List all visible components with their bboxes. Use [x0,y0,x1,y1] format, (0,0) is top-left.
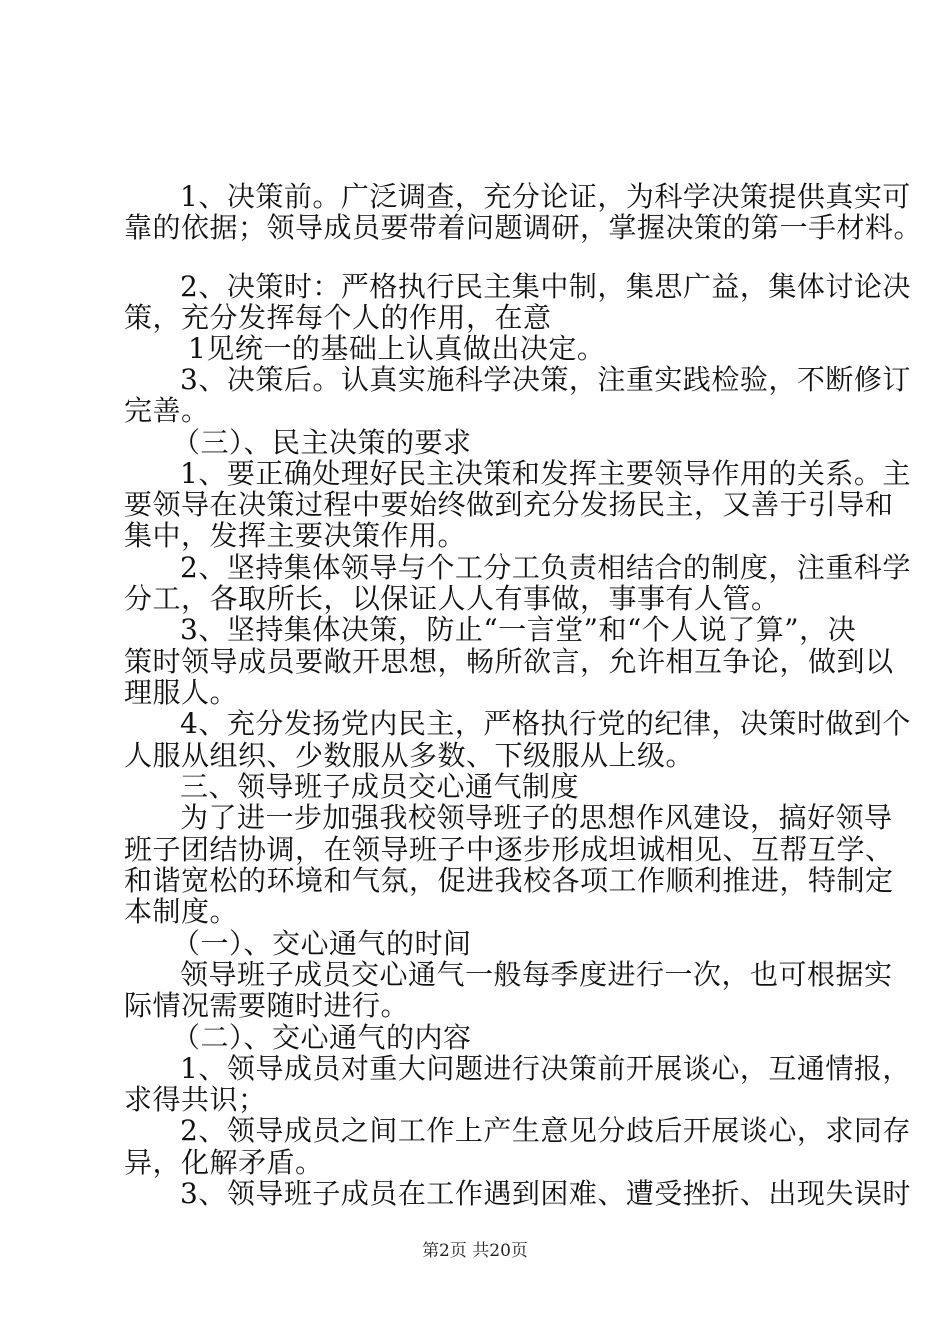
text-line: 2、领导成员之间工作上产生意见分歧后开展谈心，求同存 [180,1114,911,1147]
text-line: 1见统一的基础上认真做出决定。 [188,332,606,365]
text-line: 完善。 [124,394,210,427]
text-line: 策，充分发挥每个人的作用，在意 [124,301,552,334]
text-line: 靠的依据；领导成员要带着问题调研，掌握决策的第一手材料。 [124,211,923,244]
text-line: 领导班子成员交心通气一般每季度进行一次，也可根据实 [180,958,893,991]
text-line: 分工，各取所长，以保证人人有事做，事事有人管。 [124,582,780,615]
text-line: 1、要正确处理好民主决策和发挥主要领导作用的关系。主 [180,457,911,490]
text-line: 3、领导班子成员在工作遇到困难、遭受挫折、出现失误时 [180,1177,911,1210]
text-line: 集中，发挥主要决策作用。 [124,519,467,552]
section-heading: （三）、民主决策的要求 [172,426,472,459]
text-line: 2、决策时：严格执行民主集中制，集思广益，集体讨论决 [180,270,911,303]
section-heading: （一）、交心通气的时间 [172,927,472,960]
text-line: 和谐宽松的环境和气氛，促进我校各项工作顺利推进，特制定 [124,864,894,897]
page-number: 第2页 共20页 [422,1241,528,1261]
text-line: 4、充分发扬党内民主，严格执行党的纪律，决策时做到个 [180,707,911,740]
text-line: 人服从组织、少数服从多数、下级服从上级。 [124,739,695,772]
text-line: 求得共识； [124,1083,267,1116]
section-heading: （二）、交心通气的内容 [172,1021,472,1054]
text-line: 1、决策前。广泛调查，充分论证，为科学决策提供真实可 [180,180,911,213]
text-line: 理服人。 [124,676,239,709]
text-line: 1、领导成员对重大问题进行决策前开展谈心，互通情报， [180,1052,911,1085]
text-line: 3、坚持集体决策，防止“一言堂”和“个人说了算”，决 [180,613,857,646]
text-line: 异，化解矛盾。 [124,1146,324,1179]
text-line: 2、坚持集体领导与个工分工负责相结合的制度，注重科学 [180,551,911,584]
text-line: 为了进一步加强我校领导班子的思想作风建设，搞好领导 [180,801,893,834]
text-line: 策时领导成员要敞开思想，畅所欲言，允许相互争论，做到以 [124,645,894,678]
text-line: 际情况需要随时进行。 [124,989,410,1022]
text-line: 班子团结协调，在领导班子中逐步形成坦诚相见、互帮互学、 [124,833,894,866]
text-line: 本制度。 [124,895,239,928]
text-line: 要领导在决策过程中要始终做到充分发扬民主，又善于引导和 [124,488,894,521]
section-heading: 三、领导班子成员交心通气制度 [180,770,580,803]
text-line: 3、决策后。认真实施科学决策，注重实践检验，不断修订 [180,363,911,396]
